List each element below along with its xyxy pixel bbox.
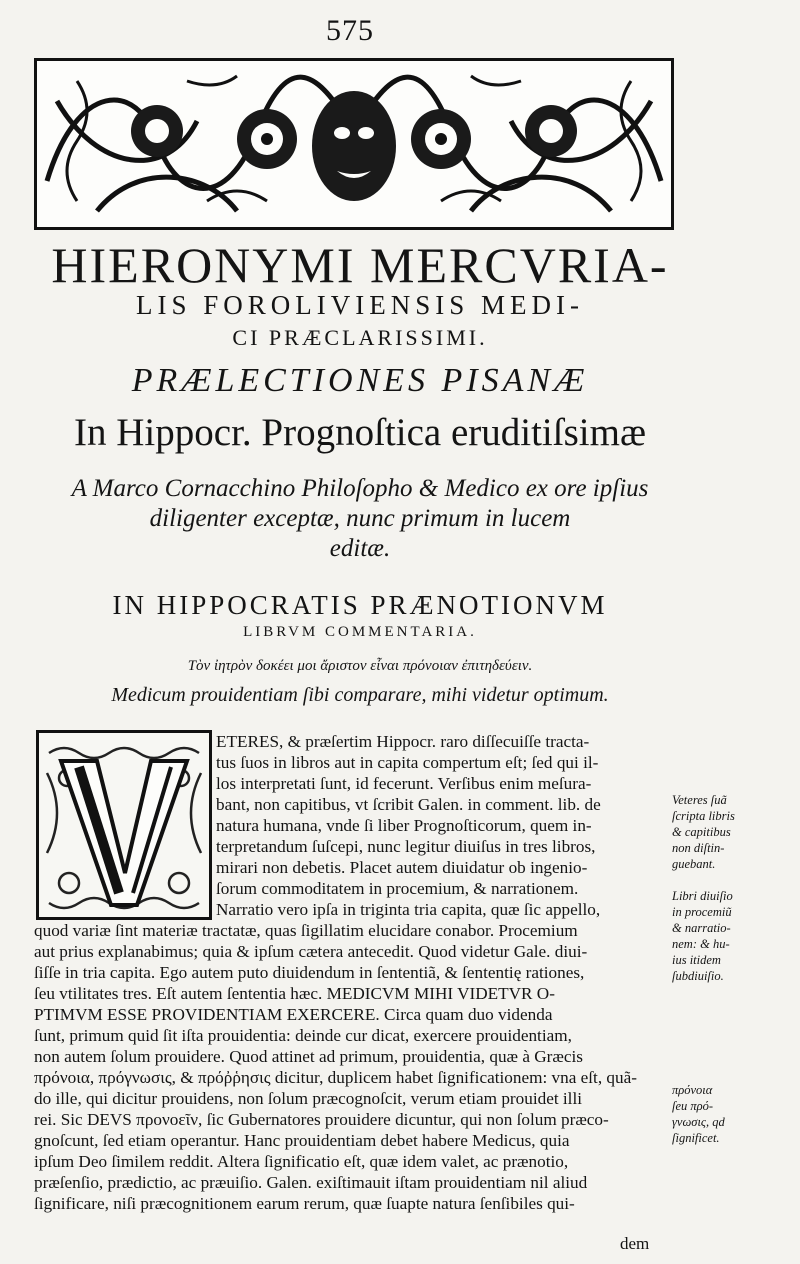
margin-note-line: & capitibus bbox=[672, 825, 731, 839]
body-line: bant, non capitibus, vt ſcribit Galen. in comment. lib. de bbox=[216, 795, 601, 814]
body-line: ſunt, primum quid ſit iſta prouidentia: deinde cur dicat, exercere prouidentiam, bbox=[34, 1026, 572, 1045]
margin-note-line: non diſtin- bbox=[672, 841, 725, 855]
margin-note-line: ſignificet. bbox=[672, 1131, 720, 1145]
ornamental-headpiece-icon bbox=[34, 58, 674, 230]
decorated-initial-v-icon bbox=[36, 730, 212, 920]
section-heading: IN HIPPOCRATIS PRÆNOTIONVM bbox=[112, 590, 608, 620]
body-line: ſeu vtilitates tres. Eſt autem ſententia hæc. MEDICVM MIHI VIDETVR O- bbox=[34, 984, 555, 1003]
body-line: ſiſſe in tria capita. Ego autem puto diuidendum in ſententiã, & ſententię rationes, bbox=[34, 963, 585, 982]
latin-motto: Medicum prouidentiam ſibi comparare, mihi videtur optimum. bbox=[111, 684, 609, 706]
margin-note-line: Libri diuiſio bbox=[672, 889, 733, 903]
body-line: aut prius explanabimus; quia & ipſum cætera antecedit. Quod videtur Gale. diui- bbox=[34, 942, 588, 961]
body-line: præſenſio, prædictio, ac præuiſio. Galen. exiſtimauit iſtam prouidentiam nil aliud bbox=[34, 1173, 588, 1192]
page-number: 575 bbox=[326, 14, 374, 47]
body-line: mirari non debetis. Placet autem diuidatur ob ingenio- bbox=[216, 858, 588, 877]
title-line-4: PRÆLECTIONES PISANÆ bbox=[131, 362, 589, 399]
title-line-5: In Hippocr. Prognoſtica eruditiſsimæ bbox=[74, 411, 646, 454]
title-line-3: CI PRÆCLARISSIMI. bbox=[232, 325, 488, 350]
catchword: dem bbox=[620, 1234, 650, 1253]
body-line: rei. Sic DEVS προνοεῖν, ſic Gubernatores prouidere dicuntur, qui non ſolum præco- bbox=[34, 1110, 609, 1129]
body-line: tus ſuos in libros aut in capita compertum eſt; ſed qui il- bbox=[216, 753, 599, 772]
section-subheading: LIBRVM COMMENTARIA. bbox=[243, 624, 477, 640]
body-line: non autem ſolum prouidere. Quod attinet ad primum, prouidentia, quæ à Græcis bbox=[34, 1047, 583, 1066]
margin-note-libri-diuisio bbox=[672, 888, 733, 984]
margin-note-line: nem: & hu- bbox=[672, 937, 730, 951]
attribution-line: editæ. bbox=[329, 535, 391, 562]
margin-note-line: & narratio- bbox=[672, 921, 731, 935]
body-line: natura humana, vnde ſi liber Prognoſticorum, quem in- bbox=[216, 816, 592, 835]
margin-note-line: guebant. bbox=[672, 857, 716, 871]
attribution-line: A Marco Cornacchino Philoſopho & Medico ex ore ipſius bbox=[71, 475, 649, 502]
body-line: ſignificare, niſi præcognitionem earum rerum, quæ ſuapte natura ſenſibiles qui- bbox=[34, 1194, 575, 1213]
body-line: ipſum Deo ſimilem reddit. Altera ſignificatio eſt, quæ idem valet, ac prænotio, bbox=[34, 1152, 569, 1171]
margin-note-line: in procemiũ bbox=[672, 905, 732, 919]
margin-note-line: ius itidem bbox=[672, 953, 721, 967]
body-line: Narratio vero ipſa in triginta tria capita, quæ ſic appello, bbox=[216, 900, 601, 919]
body-line: gnoſcunt, ſed etiam operantur. Hanc prouidentiam debet habere Medicus, quia bbox=[34, 1131, 570, 1150]
title-line-1: HIERONYMI MERCVRIA- bbox=[51, 237, 669, 293]
body-line: PTIMVM ESSE PROVIDENTIAM EXERCERE. Circa quam duo videnda bbox=[34, 1005, 553, 1024]
body-line: los interpretati ſunt, id fecerunt. Verſibus enim meſura- bbox=[216, 774, 592, 793]
margin-note-line: πρόνοια bbox=[672, 1083, 713, 1097]
attribution-line: diligenter exceptæ, nunc primum in lucem bbox=[149, 505, 571, 532]
greek-motto: Τὸν ἰητρὸν δοκέει μοι ἄριστον εἶναι πρόνοιαν ἐπιτηδεύειν. bbox=[187, 658, 533, 674]
body-line: terpretandum ſuſcepi, nunc legitur diuiſus in tres libros, bbox=[216, 837, 596, 856]
margin-note-line: ſcripta libris bbox=[672, 809, 735, 823]
attribution-block bbox=[60, 474, 660, 564]
margin-note-line: Veteres ſuã bbox=[672, 793, 727, 807]
body-line: ſorum commoditatem in procemium, & narrationem. bbox=[216, 879, 579, 898]
margin-note-pronoia bbox=[672, 1082, 725, 1146]
title-line-2: LIS FOROLIVIENSIS MEDI- bbox=[136, 290, 584, 320]
margin-note-line: ſubdiuiſio. bbox=[672, 969, 724, 983]
margin-note-veteres bbox=[672, 792, 735, 872]
margin-note-line: γνωσις, qd bbox=[672, 1115, 725, 1129]
margin-note-line: ſeu πρό- bbox=[672, 1099, 714, 1113]
body-line: quod variæ ſint materiæ tractatæ, quas ſigillatim elucidare conabor. Procemium bbox=[34, 921, 578, 940]
body-line: ETERES, & præſertim Hippocr. raro diſſecuiſſe tracta- bbox=[216, 732, 590, 751]
body-line: πρόνοια, πρόγνωσις, & πρόῤῥησις dicitur, duplicem habet ſignificationem: vna eſt, quã- bbox=[34, 1068, 637, 1087]
body-line: do ille, qui dicitur prouidens, non ſolum præcognoſcit, verum etiam prouidet illi bbox=[34, 1089, 583, 1108]
